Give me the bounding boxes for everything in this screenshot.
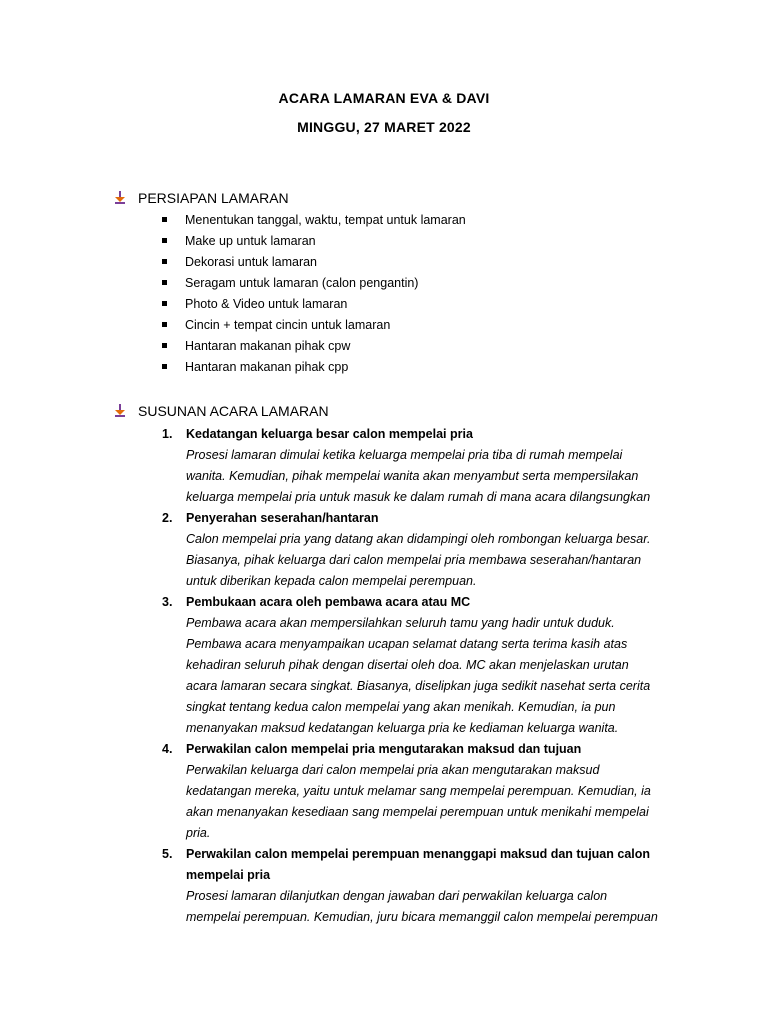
description-line: mempelai perempuan. Kemudian, juru bicara memanggil calon mempelai perempuan [186, 910, 658, 924]
step-title: Kedatangan keluarga besar calon mempelai pria [186, 427, 473, 441]
list-item [162, 275, 466, 296]
list-item-text: Photo & Video untuk lamaran [185, 297, 348, 311]
step-item [162, 508, 682, 592]
description-line: kedatangan mereka, yaitu untuk melamar sang mempelai perempuan. Kemudian, ia [186, 784, 651, 798]
list-item-text: Cincin + tempat cincin untuk lamaran [185, 318, 391, 332]
list-item-text: Menentukan tanggal, waktu, tempat untuk lamaran [185, 213, 466, 227]
description-line: Prosesi lamaran dimulai ketika keluarga mempelai pria tiba di rumah mempelai [186, 448, 623, 462]
description-line: Perwakilan keluarga dari calon mempelai pria akan mengutarakan maksud [186, 763, 600, 777]
step-heading [162, 844, 682, 865]
square-bullet-icon [162, 322, 167, 327]
list-item [162, 233, 466, 254]
step-title: Perwakilan calon mempelai pria mengutarakan maksud dan tujuan [186, 742, 582, 756]
list-item-text: Seragam untuk lamaran (calon pengantin) [185, 276, 419, 290]
step-title-continued: mempelai pria [186, 868, 271, 882]
list-item [162, 212, 466, 233]
step-title: Perwakilan calon mempelai perempuan menanggapi maksud dan tujuan calon [186, 847, 651, 861]
list-item [162, 317, 466, 338]
square-bullet-icon [162, 364, 167, 369]
arrow-bullet-icon [114, 404, 126, 418]
description-line: Pembawa acara akan mempersilahkan seluruh tamu yang hadir untuk duduk. [186, 616, 615, 630]
arrow-bullet-icon [114, 191, 126, 205]
step-heading [162, 508, 682, 529]
description-line: Prosesi lamaran dilanjutkan dengan jawaban dari perwakilan keluarga calon [186, 889, 608, 903]
description-line: keluarga mempelai pria untuk masuk ke dalam rumah di mana acara dilangsungkan [186, 490, 651, 504]
event-steps-list [162, 424, 682, 928]
step-title: Pembukaan acara oleh pembawa acara atau MC [186, 595, 471, 609]
description-line: menanyakan maksud kedatangan keluarga pria ke kediaman keluarga wanita. [186, 721, 619, 735]
step-description [186, 613, 682, 739]
square-bullet-icon [162, 238, 167, 243]
step-description [186, 445, 682, 508]
description-line: wanita. Kemudian, pihak mempelai wanita akan menyambut serta mempersilakan [186, 469, 639, 483]
description-line: akan menanyakan kesediaan sang mempelai perempuan untuk menikahi mempelai [186, 805, 649, 819]
description-line: Biasanya, pihak keluarga dari calon mempelai pria membawa seserahan/hantaran [186, 553, 642, 567]
step-number: 3. [162, 595, 173, 609]
list-item-text: Dekorasi untuk lamaran [185, 255, 318, 269]
step-item [162, 424, 682, 508]
step-heading [162, 739, 682, 760]
step-description [186, 760, 682, 844]
square-bullet-icon [162, 217, 167, 222]
section-title: PERSIAPAN LAMARAN [138, 190, 289, 206]
description-line: untuk diberikan kepada calon mempelai perempuan. [186, 574, 477, 588]
section-heading-persiapan [114, 190, 289, 206]
step-number: 5. [162, 847, 173, 861]
description-line: Pembawa acara menyampaikan ucapan selamat datang serta terima kasih atas [186, 637, 628, 651]
description-line: acara lamaran secara singkat. Biasanya, diselipkan juga sedikit nasehat serta cerita [186, 679, 651, 693]
list-item-text: Hantaran makanan pihak cpw [185, 339, 351, 353]
square-bullet-icon [162, 259, 167, 264]
list-item [162, 338, 466, 359]
description-line: kehadiran seluruh pihak dengan disertai oleh doa. MC akan menjelaskan urutan [186, 658, 629, 672]
square-bullet-icon [162, 343, 167, 348]
description-line: Calon mempelai pria yang datang akan didampingi oleh rombongan keluarga besar. [186, 532, 651, 546]
list-item-text: Make up untuk lamaran [185, 234, 316, 248]
step-number: 1. [162, 427, 173, 441]
step-item [162, 844, 682, 928]
square-bullet-icon [162, 301, 167, 306]
step-item [162, 739, 682, 844]
step-title: Penyerahan seserahan/hantaran [186, 511, 379, 525]
list-item-text: Hantaran makanan pihak cpp [185, 360, 349, 374]
step-description [186, 529, 682, 592]
step-number: 2. [162, 511, 173, 525]
step-number: 4. [162, 742, 173, 756]
list-item [162, 254, 466, 275]
step-item [162, 592, 682, 739]
step-description [186, 886, 682, 928]
document-date: MINGGU, 27 MARET 2022 [297, 119, 471, 135]
list-item [162, 359, 466, 380]
square-bullet-icon [162, 280, 167, 285]
preparation-list [162, 212, 466, 380]
step-heading [162, 424, 682, 445]
document-title: ACARA LAMARAN EVA & DAVI [278, 90, 490, 106]
description-line: singkat tentang kedua calon mempelai yang akan menikah. Kemudian, ia pun [186, 700, 616, 714]
description-line: pria. [186, 826, 211, 840]
step-heading [162, 592, 682, 613]
section-heading-susunan [114, 403, 329, 419]
section-title: SUSUNAN ACARA LAMARAN [138, 403, 329, 419]
list-item [162, 296, 466, 317]
